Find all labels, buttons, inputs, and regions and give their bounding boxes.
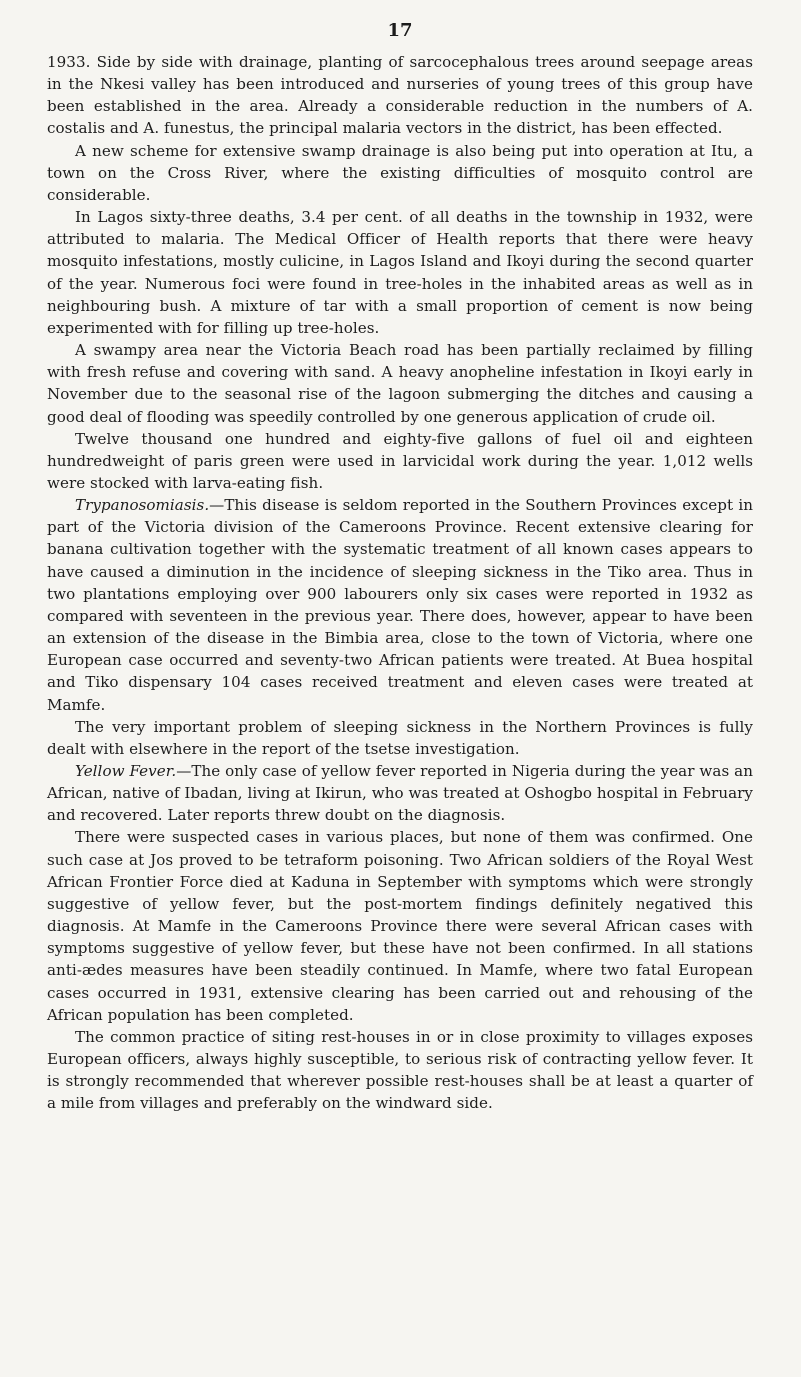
paragraph-text: The very important problem of sleeping sickness in the Northern Provinces is fully dealt with elsewhere in the report of the tsetse investigation. <box>47 717 753 758</box>
paragraph-text: There were suspected cases in various places, but none of them was confirmed. One such case at Jos proved to be tetraform poisoning. Two African soldiers of the Royal West African Frontier Force died at Kaduna in September with symptoms which were strongly suggestive of yellow fever, but the post-mortem findings definitely negatived this diagnosis. At Mamfe in the Cameroons Province there were several African cases with symptoms suggestive of yellow fever, but these have not been confirmed. In all stations anti-ædes measures have been steadily continued. In Mamfe, where two fatal European cases occurred in 1931, extensive clearing has been carried out and rehousing of the African population has been completed. <box>47 828 753 1024</box>
document-page <box>47 20 753 1115</box>
paragraph-text: —This disease is seldom reported in the Southern Provinces except in part of the Victoria division of the Cameroons Province. Recent extensive clearing for banana cultivation together with the systematic treatment of all known cases appears to have caused a diminution in the incidence of sleeping sickness in the Tiko area. Thus in two plantations employing over 900 labourers only six cases were reported in 1932 as compared with seventeen in the previous year. There does, however, appear to have been an extension of the disease in the Bimbia area, close to the town of Victoria, where one European case occurred and seventy-two African patients were treated. At Buea hospital and Tiko dispensary 104 cases received treatment and eleven cases were treated at Mamfe. <box>47 496 753 714</box>
paragraph-northern-provinces <box>47 716 753 760</box>
paragraph-trypanosomiasis <box>47 494 753 716</box>
paragraph-rest-houses <box>47 1026 753 1115</box>
paragraph-itu-scheme <box>47 140 753 206</box>
paragraph-lagos-malaria <box>47 206 753 339</box>
paragraph-text: 1933. Side by side with drainage, planting of sarcocephalous trees around seepage areas in the Nkesi valley has been introduced and nurseries of young trees of this group have been established in the area. Already a considerable reduction in the numbers of A. costalis and A. funestus, the principal malaria vectors in the district, has been effected. <box>47 53 753 138</box>
paragraph-text: Twelve thousand one hundred and eighty-five gallons of fuel oil and eighteen hundredweight of paris green were used in larvicidal work during the year. 1,012 wells were stocked with larva-eating fish. <box>47 429 753 492</box>
paragraph-yellow-fever <box>47 760 753 826</box>
paragraph-nkesi-drainage <box>47 51 753 140</box>
paragraph-text: In Lagos sixty-three deaths, 3.4 per cent. of all deaths in the township in 1932, were attributed to malaria. The Medical Officer of Health reports that there were heavy mosquito infestations, mostly culicine, in Lagos Island and Ikoyi during the second quarter of the year. Numerous foci were found in tree-holes in the inhabited areas as well as in neighbouring bush. A mixture of tar with a small proportion of cement is now being experimented with for filling up tree-holes. <box>47 208 753 337</box>
paragraph-text: A new scheme for extensive swamp drainage is also being put into operation at Itu, a town on the Cross River, where the existing difficulties of mosquito control are considerable. <box>47 141 753 204</box>
paragraph-larvicidal-work <box>47 428 753 494</box>
paragraph-text: —The only case of yellow fever reported in Nigeria during the year was an African, native of Ibadan, living at Ikirun, who was treated at Oshogbo hospital in February and recovered. Later reports threw doubt on the diagnosis. <box>47 762 753 825</box>
paragraph-suspected-cases <box>47 826 753 1025</box>
paragraph-text: A swampy area near the Victoria Beach road has been partially reclaimed by filling with fresh refuse and covering with sand. A heavy anopheline infestation in Ikoyi early in November due to the seasonal rise of the lagoon submerging the ditches and causing a good deal of flooding was speedily controlled by one generous application of crude oil. <box>47 341 753 426</box>
section-lead-trypanosomiasis: Trypanosomiasis. <box>75 496 210 515</box>
page-number: 17 <box>387 20 413 41</box>
section-lead-yellow-fever: Yellow Fever. <box>75 762 177 780</box>
paragraph-victoria-beach <box>47 339 753 428</box>
paragraph-text: The common practice of siting rest-houses in or in close proximity to villages exposes European officers, always highly susceptible, to serious risk of contracting yellow fever. It is strongly recommended that wherever possible rest-houses shall be at least a quarter of a mile from villages and preferably on the windward side. <box>47 1027 753 1113</box>
